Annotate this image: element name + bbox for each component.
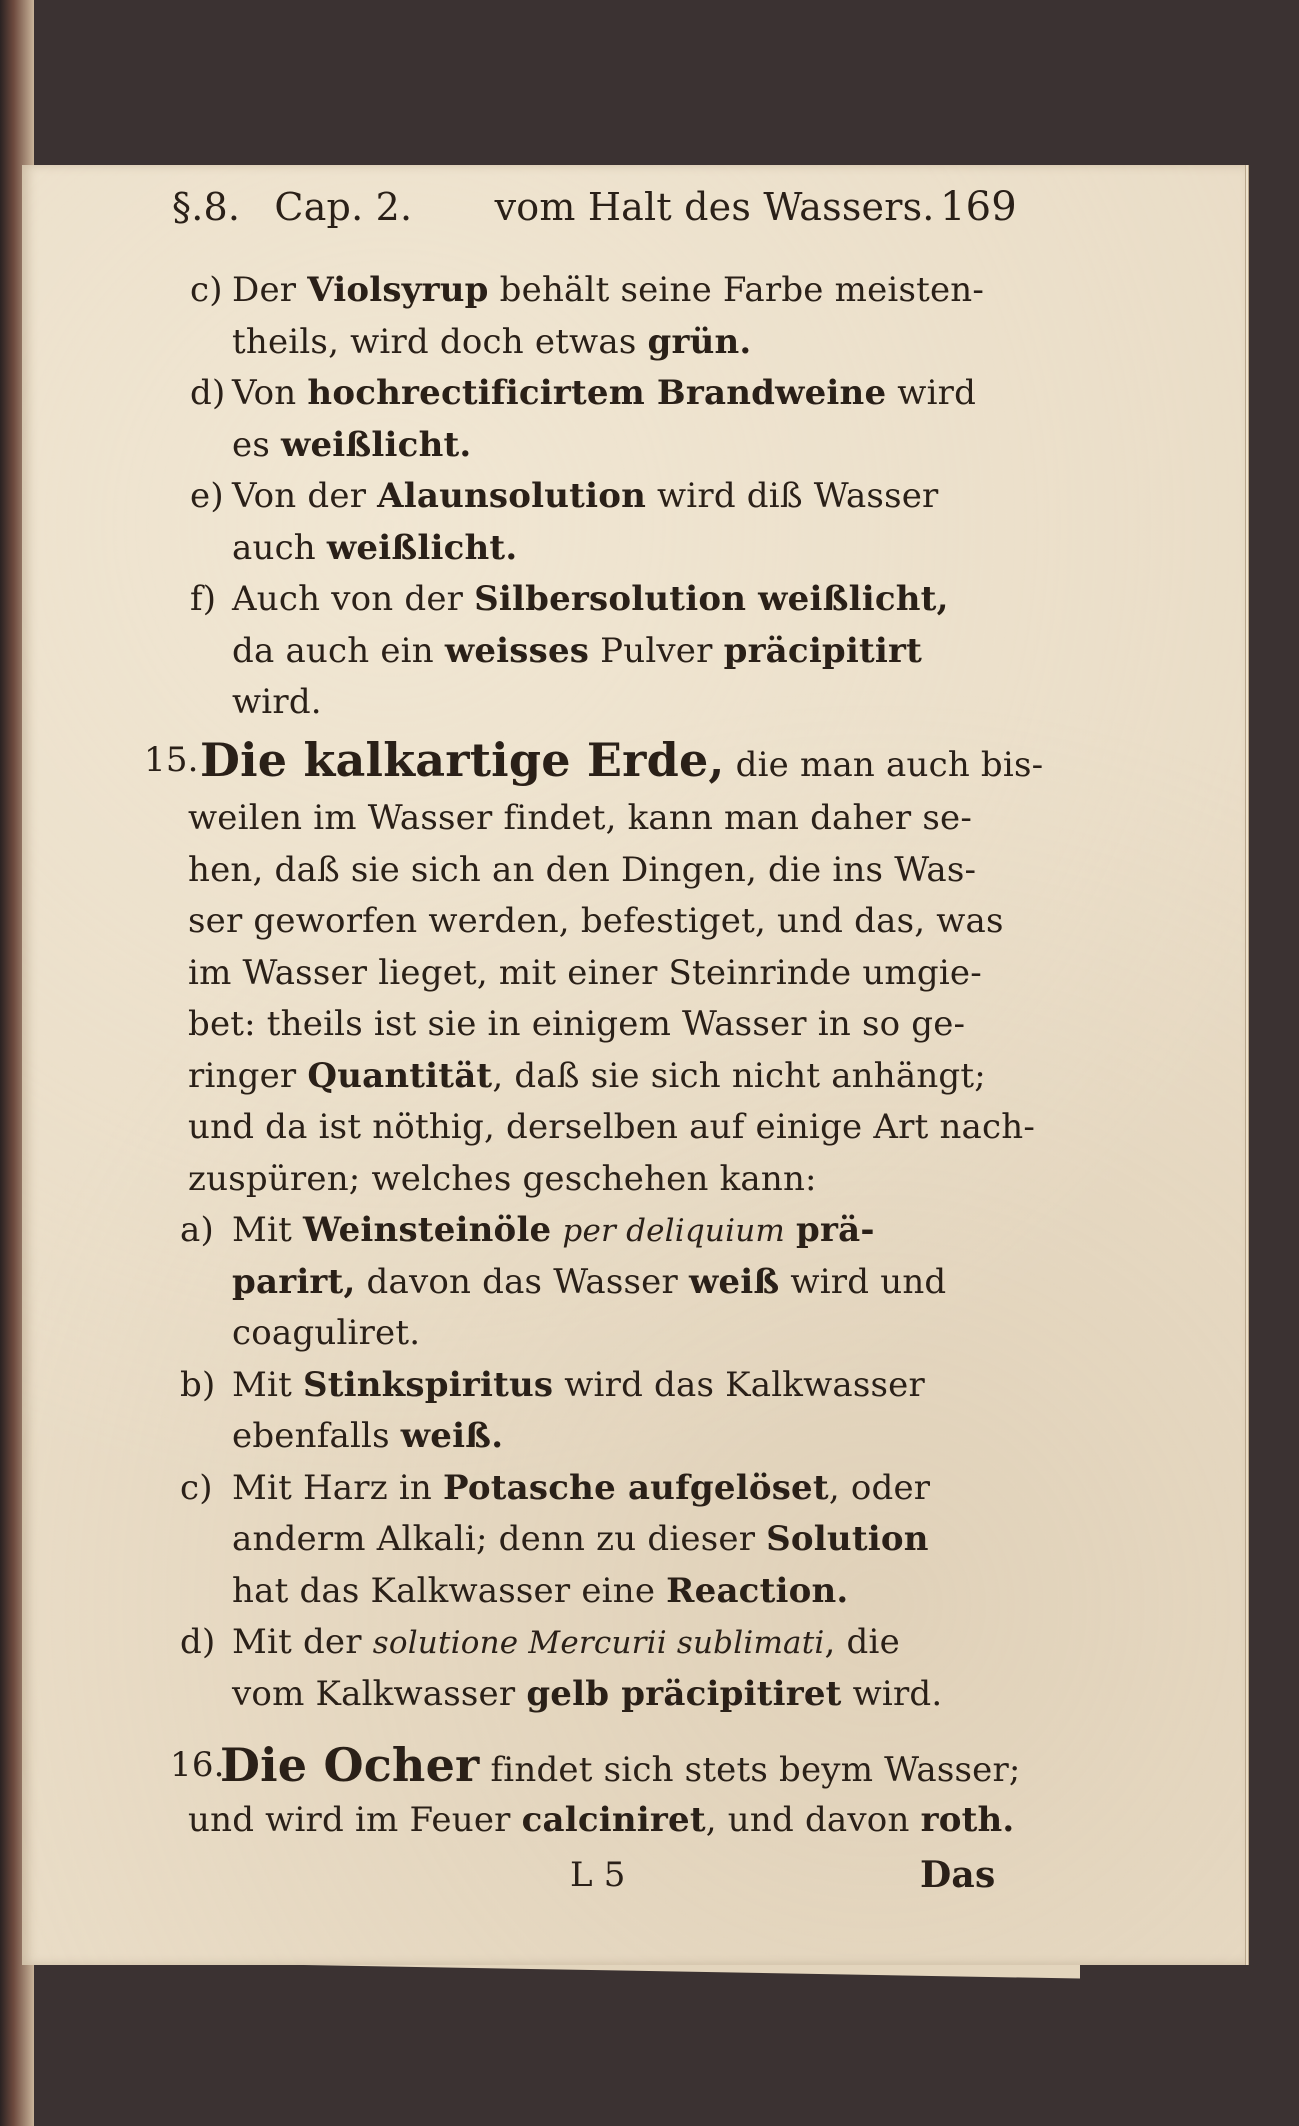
text-run: Weinsteinöle (302, 1210, 552, 1250)
text-run: da auch ein (232, 630, 445, 671)
text-run: , die (824, 1622, 900, 1662)
paragraph-line (188, 1055, 986, 1096)
text-run: Mit Harz in (232, 1467, 444, 1508)
paragraph-line (188, 849, 977, 890)
page-number: 169 (940, 184, 1017, 230)
list-item-line (232, 1416, 504, 1456)
text-run: Stinkspiritus (302, 1364, 554, 1405)
paragraph-line (188, 901, 1004, 941)
text-run: die man auch bis- (724, 745, 1044, 785)
list-item-line (232, 1570, 849, 1611)
text-run: per deliquium (562, 1213, 785, 1249)
text-run: wird das Kalkwasser (553, 1364, 925, 1405)
paragraph-line (188, 1004, 966, 1044)
text-run: weisses (444, 630, 590, 671)
text-run: , daß sie sich nicht anhängt; (492, 1055, 986, 1096)
text-run: Die Ocher (220, 1738, 480, 1792)
paragraph-line (188, 1800, 1015, 1840)
list-item-line (232, 682, 322, 722)
list-item-line (232, 630, 923, 671)
paragraph-line (188, 952, 982, 993)
list-item-line (232, 1364, 925, 1405)
chapter-label: Cap. 2. (274, 185, 413, 229)
text-run: Reaction. (666, 1570, 849, 1611)
list-item-line (232, 579, 949, 619)
list-item-line (232, 1467, 931, 1508)
text-run: vom Kalkwasser (232, 1673, 527, 1714)
list-item-line (232, 321, 752, 362)
text-run: calciniret (521, 1800, 706, 1840)
list-item-line (232, 1210, 875, 1250)
running-head (172, 185, 935, 229)
text-run (551, 1210, 562, 1250)
text-run: wird. (841, 1673, 943, 1714)
text-run: weißlicht. (280, 424, 472, 465)
paragraph-line (200, 733, 1044, 787)
list-item-line (232, 1313, 421, 1353)
list-marker: c) (180, 1467, 213, 1508)
text-run: Die kalkartige Erde, (200, 733, 725, 787)
paragraph-line (220, 1738, 1021, 1792)
text-run: wird. (232, 682, 322, 722)
paragraph-line (188, 1107, 1036, 1147)
running-title: vom Halt des Wassers. (494, 185, 935, 229)
list-marker: a) (180, 1210, 214, 1250)
text-run: anderm Alkali; denn zu dieser (232, 1519, 767, 1559)
text-run: zuspüren; welches geschehen kann: (188, 1158, 817, 1199)
paragraph-number: 16. (170, 1745, 225, 1785)
text-run: ser geworfen werden, befestiget, und das, was (188, 901, 1004, 941)
text-run: hochrectificirtem Brandweine (307, 373, 887, 413)
paragraph-number: 15. (144, 740, 199, 780)
text-run: Von (232, 373, 308, 413)
text-run: weißlicht. (326, 527, 518, 568)
text-run: auch (232, 527, 327, 568)
text-run: Mit (232, 1364, 303, 1405)
text-run: weiß. (400, 1416, 504, 1456)
text-run: prä- (796, 1210, 875, 1250)
book-page (22, 165, 1249, 1965)
text-run: im Wasser lieget, mit einer Steinrinde umgie- (188, 952, 982, 993)
text-run: es (232, 424, 281, 465)
text-run: bet: theils ist sie in einigem Wasser in so ge- (188, 1004, 966, 1044)
text-run: und da ist nöthig, derselben auf einige Art nach- (188, 1107, 1036, 1147)
list-item-line (232, 527, 518, 568)
text-run: und wird im Feuer (188, 1800, 522, 1840)
catchword: Das (920, 1854, 996, 1896)
list-item-line (232, 424, 472, 465)
list-marker: f) (190, 579, 217, 619)
text-run: Quantität (307, 1055, 493, 1096)
text-run: weilen im Wasser findet, kann man daher se- (188, 798, 973, 838)
text-run: findet sich stets beym Wasser; (479, 1750, 1021, 1790)
list-item-line (232, 1261, 947, 1302)
text-run: wird (886, 373, 977, 413)
list-marker: b) (180, 1364, 216, 1405)
paragraph-line (188, 798, 973, 838)
list-marker: d) (190, 373, 226, 413)
list-item-line (232, 476, 939, 516)
list-item-line (232, 270, 985, 310)
text-run: Von der (232, 476, 378, 516)
text-run: solutione Mercurii sublimati (372, 1625, 825, 1661)
text-run: ebenfalls (232, 1416, 401, 1456)
text-run: Silbersolution weißlicht, (474, 579, 949, 619)
list-item-line (232, 1622, 900, 1662)
text-run: davon das Wasser (355, 1261, 689, 1302)
text-run: Mit der (232, 1622, 373, 1662)
text-run: Alaunsolution (377, 476, 646, 516)
list-marker: c) (190, 270, 223, 310)
text-run: Potasche aufgelöset (443, 1467, 829, 1508)
text-run (785, 1210, 796, 1250)
text-run: Mit (232, 1210, 303, 1250)
text-run: grün. (647, 321, 752, 362)
text-run: parirt, (232, 1261, 356, 1302)
text-run: hen, daß sie sich an den Dingen, die ins Was- (188, 849, 977, 890)
list-item-line (232, 1519, 929, 1559)
text-run: Violsyrup (307, 270, 489, 310)
text-run: roth. (920, 1800, 1015, 1840)
text-run: präcipitirt (723, 630, 923, 671)
text-run: coaguliret. (232, 1313, 421, 1353)
text-run: Solution (766, 1519, 929, 1559)
paragraph-line (188, 1158, 817, 1199)
text-run: behält seine Farbe meisten- (488, 270, 985, 310)
text-run: wird diß Wasser (646, 476, 939, 516)
list-marker: d) (180, 1622, 216, 1662)
signature-mark: L 5 (570, 1855, 626, 1895)
text-run: gelb präcipitiret (526, 1673, 842, 1714)
text-run: , und davon (705, 1800, 921, 1840)
text-run: Pulver (589, 630, 724, 671)
text-run: Der (232, 270, 308, 310)
text-run: theils, wird doch etwas (232, 321, 648, 362)
list-marker: e) (190, 476, 224, 516)
text-run: Auch von der (232, 579, 475, 619)
text-run: hat das Kalkwasser eine (232, 1570, 667, 1611)
list-item-line (232, 373, 977, 413)
text-run: , oder (828, 1467, 931, 1508)
text-run: ringer (188, 1055, 308, 1096)
text-run: wird und (779, 1261, 947, 1302)
text-run: weiß (688, 1261, 780, 1302)
list-item-line (232, 1673, 943, 1714)
section-mark: §.8. (172, 185, 241, 229)
